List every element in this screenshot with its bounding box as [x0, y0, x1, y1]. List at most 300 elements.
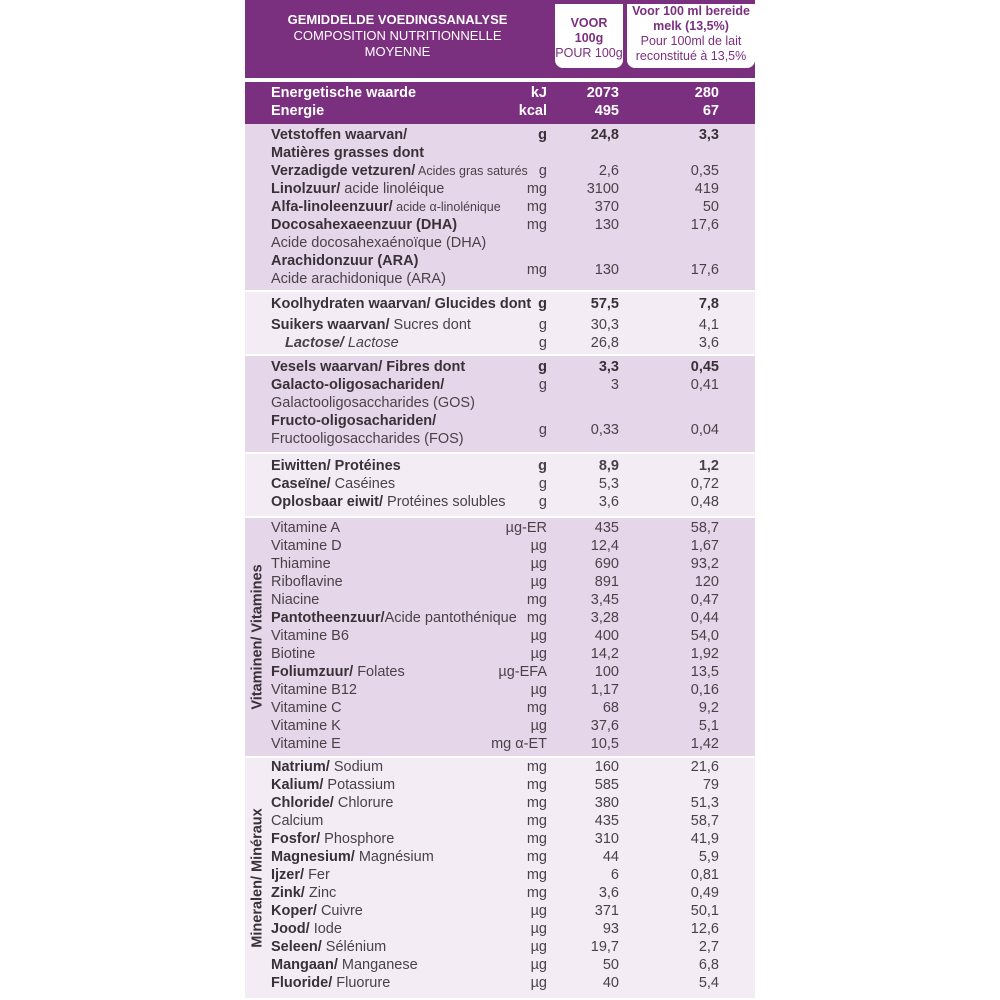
row-label — [271, 812, 323, 830]
value-100g: 8,9 — [598, 458, 619, 474]
table-row — [245, 830, 755, 848]
value-100g: 310 — [594, 831, 619, 847]
unit: µg — [530, 556, 547, 572]
value-100g: 57,5 — [590, 296, 619, 312]
label-nl: Natrium/ — [271, 759, 330, 775]
table-row — [245, 573, 755, 591]
value-100g: 26,8 — [590, 335, 619, 351]
row-label — [271, 776, 395, 794]
unit: µg — [530, 682, 547, 698]
table-row — [245, 358, 755, 376]
label-nl: Alfa-linoleenzuur/ — [271, 199, 393, 215]
table-row — [245, 394, 755, 412]
label-fr: Lactose — [343, 335, 399, 351]
value-100ml: 51,3 — [690, 795, 719, 811]
value-100g: 435 — [594, 813, 619, 829]
unit: g — [538, 422, 547, 438]
value-100g: 3,6 — [598, 494, 619, 510]
unit: mg — [526, 885, 547, 901]
unit: µg-ER — [505, 520, 547, 536]
table-row — [245, 699, 755, 717]
label-nl: Magnesium/ — [271, 849, 355, 865]
value-100ml: 12,6 — [690, 921, 719, 937]
unit: mg — [526, 759, 547, 775]
value-100ml: 0,16 — [690, 682, 719, 698]
column-header-100ml — [627, 4, 755, 68]
energy-kcal-row — [245, 102, 755, 120]
value-100g: 495 — [594, 103, 619, 119]
row-label — [271, 627, 349, 645]
value-100g: 371 — [594, 903, 619, 919]
side-label-text: Mineralen/ Minéraux — [250, 808, 266, 948]
row-label — [271, 198, 501, 216]
unit: mg — [526, 700, 547, 716]
label-fr: Vitamine K — [271, 718, 341, 734]
value-100ml: 1,2 — [698, 458, 719, 474]
table-row — [245, 591, 755, 609]
table-row — [245, 126, 755, 144]
table-row — [245, 412, 755, 438]
row-label — [271, 493, 506, 511]
unit: g — [538, 494, 547, 510]
title-fr-2: MOYENNE — [364, 44, 431, 59]
value-100g: 37,6 — [590, 718, 619, 734]
unit: µg — [530, 574, 547, 590]
value-100ml: 79 — [702, 777, 719, 793]
row-label — [271, 663, 405, 681]
unit: g — [538, 163, 547, 179]
row-label — [271, 252, 418, 270]
table-row — [245, 794, 755, 812]
row-label — [271, 974, 390, 992]
value-100ml: 3,3 — [698, 127, 719, 143]
unit: mg — [526, 777, 547, 793]
row-label — [271, 376, 444, 394]
label-nl: Fructo-oligosachariden/ — [271, 413, 437, 429]
unit: mg — [526, 795, 547, 811]
row-label — [271, 645, 315, 663]
table-row — [245, 974, 755, 992]
table-row — [245, 758, 755, 776]
unit: µg — [530, 718, 547, 734]
value-100ml: 0,49 — [690, 885, 719, 901]
value-100ml: 419 — [694, 181, 719, 197]
energy-label-fr: Energie — [271, 103, 325, 119]
table-title — [245, 12, 550, 60]
row-label — [271, 475, 395, 493]
table-row — [245, 519, 755, 537]
label-fr: Niacine — [271, 592, 320, 608]
label-nl: Fluoride/ — [271, 975, 333, 991]
value-100g: 93 — [602, 921, 619, 937]
label-nl: Linolzuur/ — [271, 181, 341, 197]
value-100g: 690 — [594, 556, 619, 572]
row-label — [271, 884, 336, 902]
value-100ml: 5,4 — [698, 975, 719, 991]
table-row — [245, 848, 755, 866]
table-row — [245, 376, 755, 394]
label-nl: Galacto-oligosachariden/ — [271, 377, 445, 393]
carbs-section — [245, 292, 755, 354]
label-nl: Lactose/ — [285, 335, 344, 351]
value-100ml: 93,2 — [690, 556, 719, 572]
table-header — [245, 0, 755, 78]
label-fr: Vitamine D — [271, 538, 342, 554]
label-fr: Potassium — [323, 777, 396, 793]
row-label — [271, 316, 471, 334]
label-fr: Cuivre — [316, 903, 363, 919]
unit: mg α-ET — [491, 736, 547, 752]
value-100ml: 58,7 — [690, 813, 719, 829]
table-row — [245, 334, 755, 352]
label-nl: Seleen/ — [271, 939, 322, 955]
value-100ml: 5,9 — [698, 849, 719, 865]
table-row — [245, 252, 755, 278]
row-label — [271, 457, 401, 475]
table-row — [245, 920, 755, 938]
title-fr-1: COMPOSITION NUTRITIONNELLE — [293, 28, 502, 43]
row-label — [271, 519, 340, 537]
label-fr: Sélénium — [321, 939, 387, 955]
label-fr: Fer — [304, 867, 330, 883]
label-nl: Mangaan/ — [271, 957, 338, 973]
label-fr: Phosphore — [320, 831, 395, 847]
table-row — [245, 812, 755, 830]
value-100ml: 0,04 — [690, 422, 719, 438]
vitamins-section — [245, 518, 755, 756]
table-row — [245, 537, 755, 555]
label-fr: Riboflavine — [271, 574, 343, 590]
table-row — [245, 295, 755, 313]
value-100ml: 67 — [702, 103, 719, 119]
value-100g: 50 — [602, 957, 619, 973]
row-label: Matières grasses dont — [271, 145, 425, 161]
unit: g — [538, 377, 547, 393]
row-label — [271, 866, 330, 884]
unit: µg — [530, 538, 547, 554]
unit: kcal — [518, 103, 547, 119]
col2-fr-1: Pour 100ml de lait — [640, 34, 742, 48]
value-100g: 30,3 — [590, 317, 619, 333]
label-fr: Caséines — [330, 476, 396, 492]
row-label: Vetstoffen waarvan/ — [271, 127, 408, 143]
label-fr: Chlorure — [333, 795, 394, 811]
label-fr: Calcium — [271, 813, 324, 829]
col2-nl-2: melk (13,5%) — [653, 19, 729, 33]
label-fr: Acides gras saturés — [415, 164, 528, 178]
side-label-text: Vitaminen/ Vitamines — [250, 564, 267, 710]
label-fr: Zinc — [304, 885, 337, 901]
row-label — [271, 537, 342, 555]
row-label — [271, 162, 528, 180]
label-nl: Caseïne/ — [271, 476, 331, 492]
col2-fr-2: reconstitué à 13,5% — [635, 49, 747, 63]
unit: µg — [530, 921, 547, 937]
value-100g: 130 — [594, 262, 619, 278]
row-label: Koolhydraten waarvan/ Glucides dont — [271, 296, 532, 312]
value-100ml: 1,42 — [690, 736, 719, 752]
label-fr: Manganese — [337, 957, 418, 973]
label-nl: Fosfor/ — [271, 831, 321, 847]
label-fr: Vitamine A — [271, 520, 341, 536]
row-label — [271, 591, 319, 609]
value-100ml: 17,6 — [690, 217, 719, 233]
value-100ml: 3,6 — [698, 335, 719, 351]
label-fr: Iode — [309, 921, 342, 937]
table-row — [245, 717, 755, 735]
unit: kJ — [530, 85, 547, 101]
unit: µg — [530, 903, 547, 919]
unit: mg — [526, 831, 547, 847]
value-100g: 370 — [594, 199, 619, 215]
value-100g: 891 — [594, 574, 619, 590]
row-label — [271, 717, 341, 735]
row-label: Acide arachidonique (ARA) — [271, 271, 446, 287]
row-label — [271, 758, 383, 776]
row-label — [271, 180, 444, 198]
table-row — [245, 938, 755, 956]
table-row — [245, 198, 755, 216]
value-100g: 6 — [610, 867, 619, 883]
unit: g — [538, 317, 547, 333]
value-100g: 3,45 — [590, 592, 619, 608]
unit: g — [538, 476, 547, 492]
value-100ml: 13,5 — [690, 664, 719, 680]
fat-section — [245, 124, 755, 290]
row-label — [285, 334, 399, 352]
row-label — [271, 573, 343, 591]
value-100g: 435 — [594, 520, 619, 536]
table-row — [245, 866, 755, 884]
value-100g: 3,6 — [598, 885, 619, 901]
table-row — [245, 493, 755, 511]
unit: mg — [526, 610, 547, 626]
table-row — [245, 645, 755, 663]
unit: g — [538, 359, 547, 375]
table-row — [245, 956, 755, 974]
label-fr: Acide pantothénique — [384, 610, 517, 626]
table-row — [245, 884, 755, 902]
label-nl: Suikers waarvan/ — [271, 317, 390, 333]
value-100g: 68 — [602, 700, 619, 716]
value-100ml: 1,92 — [690, 646, 719, 662]
value-100g: 12,4 — [590, 538, 619, 554]
value-100g: 3,28 — [590, 610, 619, 626]
value-100ml: 41,9 — [690, 831, 719, 847]
column-header-100g — [555, 4, 623, 68]
energy-kj-row — [245, 84, 755, 102]
unit: mg — [526, 867, 547, 883]
unit: mg — [526, 849, 547, 865]
label-nl: Chloride/ — [271, 795, 334, 811]
table-row — [245, 609, 755, 627]
row-label — [271, 794, 393, 812]
value-100g: 40 — [602, 975, 619, 991]
row-label — [271, 735, 341, 753]
table-row — [245, 430, 755, 448]
table-row — [245, 735, 755, 753]
label-fr: Vitamine C — [271, 700, 342, 716]
row-label — [271, 902, 363, 920]
unit: mg — [526, 217, 547, 233]
value-100g: 3 — [610, 377, 619, 393]
value-100g: 44 — [602, 849, 619, 865]
value-100g: 14,2 — [590, 646, 619, 662]
value-100ml: 0,35 — [690, 163, 719, 179]
label-fr: Sodium — [329, 759, 384, 775]
label-fr: Vitamine B6 — [271, 628, 349, 644]
row-label — [271, 555, 331, 573]
label-nl: Arachidonzuur (ARA) — [271, 253, 419, 269]
row-label: Vesels waarvan/ Fibres dont — [271, 359, 466, 375]
unit: mg — [526, 592, 547, 608]
value-100g: 2,6 — [598, 163, 619, 179]
label-fr: acide α-linolénique — [392, 200, 501, 214]
value-100ml: 58,7 — [690, 520, 719, 536]
unit: g — [538, 296, 547, 312]
label-nl: Jood/ — [271, 921, 310, 937]
row-label — [271, 699, 342, 717]
label-nl: Eiwitten/ — [271, 458, 331, 474]
row-label — [271, 216, 457, 234]
label-nl: Foliumzuur/ — [271, 664, 354, 680]
value-100ml: 1,67 — [690, 538, 719, 554]
unit: g — [538, 335, 547, 351]
row-label: Galactooligosaccharides (GOS) — [271, 395, 475, 411]
title-nl: GEMIDDELDE VOEDINGSANALYSE — [287, 12, 508, 27]
row-label — [271, 830, 394, 848]
value-100ml: 0,48 — [690, 494, 719, 510]
value-100ml: 17,6 — [690, 262, 719, 278]
value-100ml: 2,7 — [698, 939, 719, 955]
unit: mg — [526, 181, 547, 197]
unit: µg — [530, 957, 547, 973]
unit: mg — [526, 262, 547, 278]
unit: µg — [530, 939, 547, 955]
label-fr: Vitamine B12 — [271, 682, 357, 698]
value-100g: 24,8 — [590, 127, 619, 143]
unit: g — [538, 458, 547, 474]
value-100g: 100 — [594, 664, 619, 680]
value-100ml: 0,45 — [690, 359, 719, 375]
label-fr: Magnésium — [354, 849, 434, 865]
label-nl: Kalium/ — [271, 777, 324, 793]
nutrition-table — [245, 0, 755, 1000]
row-label — [271, 848, 434, 866]
row-label: Fructooligosaccharides (FOS) — [271, 431, 464, 447]
unit: mg — [526, 199, 547, 215]
label-nl: Pantotheenzuur/ — [271, 610, 385, 626]
row-label — [271, 412, 436, 430]
col1-nl: VOOR 100g — [570, 16, 608, 45]
value-100ml: 0,72 — [690, 476, 719, 492]
protein-section — [245, 454, 755, 516]
col1-fr: POUR 100g — [555, 46, 623, 60]
value-100ml: 7,8 — [698, 296, 719, 312]
value-100g: 585 — [594, 777, 619, 793]
value-100g: 2073 — [586, 85, 619, 101]
value-100g: 130 — [594, 217, 619, 233]
table-row — [245, 316, 755, 334]
table-row — [245, 627, 755, 645]
value-100g: 5,3 — [598, 476, 619, 492]
value-100ml: 21,6 — [690, 759, 719, 775]
table-row — [245, 457, 755, 475]
label-fr: Folates — [353, 664, 405, 680]
value-100g: 19,7 — [590, 939, 619, 955]
fibres-section — [245, 356, 755, 452]
row-label — [271, 956, 418, 974]
table-row — [245, 663, 755, 681]
unit: µg — [530, 975, 547, 991]
value-100ml: 9,2 — [698, 700, 719, 716]
value-100g: 10,5 — [590, 736, 619, 752]
unit: µg-EFA — [498, 664, 547, 680]
table-row — [245, 216, 755, 234]
label-fr: Biotine — [271, 646, 316, 662]
value-100ml: 0,41 — [690, 377, 719, 393]
table-row — [245, 180, 755, 198]
value-100ml: 0,81 — [690, 867, 719, 883]
label-nl: Docosahexaeenzuur (DHA) — [271, 217, 458, 233]
value-100g: 0,33 — [590, 422, 619, 438]
row-label — [271, 609, 517, 627]
table-row — [245, 475, 755, 493]
value-100g: 160 — [594, 759, 619, 775]
value-100ml: 54,0 — [690, 628, 719, 644]
value-100g: 380 — [594, 795, 619, 811]
label-fr: Sucres dont — [389, 317, 471, 333]
energy-label-nl: Energetische waarde — [271, 85, 417, 101]
label-fr: Fluorure — [332, 975, 391, 991]
label-nl: Ijzer/ — [271, 867, 305, 883]
value-100g: 3,3 — [598, 359, 619, 375]
unit: µg — [530, 646, 547, 662]
value-100ml: 120 — [694, 574, 719, 590]
minerals-section — [245, 758, 755, 998]
label-fr: acide linoléique — [340, 181, 445, 197]
label-nl: Verzadigde vetzuren/ — [271, 163, 416, 179]
table-row — [245, 144, 755, 162]
value-100ml: 50 — [702, 199, 719, 215]
value-100ml: 4,1 — [698, 317, 719, 333]
value-100ml: 5,1 — [698, 718, 719, 734]
label-fr: Protéines solubles — [383, 494, 506, 510]
row-label — [271, 938, 386, 956]
unit: mg — [526, 813, 547, 829]
table-row — [245, 902, 755, 920]
value-100g: 3100 — [586, 181, 619, 197]
energy-section — [245, 82, 755, 124]
row-label — [271, 681, 357, 699]
value-100ml: 0,47 — [690, 592, 719, 608]
label-nl: Oplosbaar eiwit/ — [271, 494, 383, 510]
value-100ml: 280 — [694, 85, 719, 101]
table-row — [245, 555, 755, 573]
table-row — [245, 681, 755, 699]
col2-nl-1: Voor 100 ml bereide — [632, 4, 750, 18]
table-row — [245, 776, 755, 794]
label-fr: Protéines — [330, 458, 401, 474]
unit: g — [538, 127, 547, 143]
label-fr: Vitamine E — [271, 736, 341, 752]
table-row — [245, 270, 755, 288]
table-row — [245, 234, 755, 252]
value-100ml: 6,8 — [698, 957, 719, 973]
label-fr: Thiamine — [271, 556, 331, 572]
unit: µg — [530, 628, 547, 644]
table-row — [245, 162, 755, 180]
